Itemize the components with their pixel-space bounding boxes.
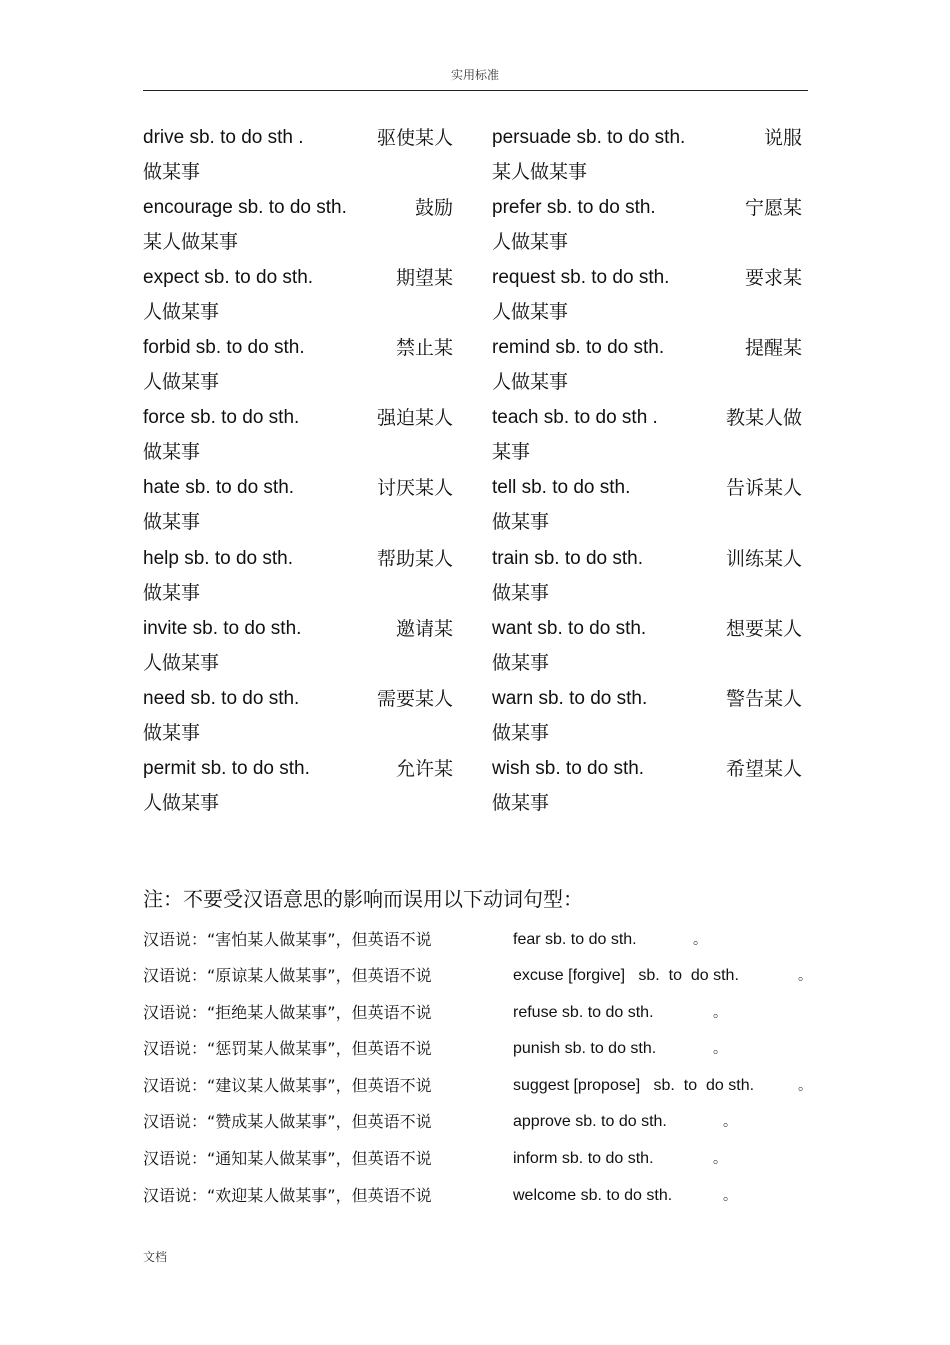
verb-phrase: warn sb. to do sth. — [492, 688, 648, 709]
verb-entry — [492, 752, 802, 820]
verb-meaning: 想要某人 — [725, 618, 802, 640]
verb-phrase: expect sb. to do sth. — [143, 267, 314, 288]
note-chinese: 汉语说：“赞成某人做某事”，但英语不说 — [143, 1112, 432, 1131]
note-english: suggest [propose] sb. to do sth. — [513, 1077, 755, 1094]
verb-entry — [143, 682, 453, 750]
verb-entry — [492, 542, 802, 610]
verb-phrase: permit sb. to do sth. — [143, 758, 310, 779]
verb-meaning-continued: 做某事 — [492, 582, 550, 604]
note-english: approve sb. to do sth. — [513, 1113, 667, 1130]
verb-meaning-continued: 做某事 — [143, 441, 201, 463]
verb-phrase: help sb. to do sth. — [143, 548, 293, 569]
page-header: 实用标准 — [450, 68, 499, 82]
verb-phrase: force sb. to do sth. — [143, 407, 300, 428]
verb-meaning-continued: 某人做某事 — [492, 161, 588, 183]
verb-meaning: 希望某人 — [725, 758, 802, 780]
note-row — [143, 1035, 813, 1063]
verb-phrase: request sb. to do sth. — [492, 267, 670, 288]
verb-meaning-continued: 做某事 — [143, 511, 201, 533]
note-row — [143, 1072, 813, 1100]
verb-phrase: encourage sb. to do sth. — [143, 197, 347, 218]
verb-meaning-continued: 做某事 — [492, 722, 550, 744]
verb-entry — [492, 191, 802, 259]
note-chinese: 汉语说：“建议某人做某事”，但英语不说 — [143, 1076, 432, 1095]
note-period: 。 — [693, 932, 707, 948]
verb-meaning-continued: 做某事 — [143, 161, 201, 183]
note-row — [143, 962, 813, 990]
note-period: 。 — [713, 1005, 727, 1021]
verb-phrase: drive sb. to do sth . — [143, 127, 304, 148]
verb-phrase: forbid sb. to do sth. — [143, 337, 305, 358]
note-period: 。 — [798, 1078, 812, 1094]
verb-meaning: 禁止某 — [395, 337, 453, 359]
verb-entry — [492, 682, 802, 750]
verb-entry — [492, 331, 802, 399]
page-footer: 文档 — [143, 1250, 168, 1264]
note-english: refuse sb. to do sth. — [513, 1004, 654, 1021]
verb-entry — [492, 261, 802, 329]
verb-entry — [492, 471, 802, 539]
verb-phrase: train sb. to do sth. — [492, 548, 644, 569]
verb-meaning-continued: 人做某事 — [143, 792, 220, 814]
verb-meaning: 邀请某 — [395, 618, 453, 640]
verb-meaning: 说服 — [763, 127, 802, 149]
verb-phrase: remind sb. to do sth. — [492, 337, 665, 358]
verb-meaning: 要求某 — [744, 267, 802, 289]
verb-meaning: 教某人做 — [725, 407, 802, 429]
verb-entry — [143, 612, 453, 680]
verb-entry — [143, 261, 453, 329]
verb-meaning: 允许某 — [395, 758, 453, 780]
note-row — [143, 999, 813, 1027]
verb-entry — [143, 471, 453, 539]
note-row — [143, 1108, 813, 1136]
verb-meaning-continued: 某人做某事 — [143, 231, 239, 253]
note-chinese: 汉语说：“害怕某人做某事”，但英语不说 — [143, 930, 432, 949]
verb-meaning: 帮助某人 — [376, 548, 453, 570]
note-title: 注：不要受汉语意思的影响而误用以下动词句型： — [143, 887, 583, 911]
note-english: welcome sb. to do sth. — [513, 1187, 673, 1204]
note-period: 。 — [723, 1114, 737, 1130]
note-row — [143, 1182, 813, 1210]
note-english: fear sb. to do sth. — [513, 931, 637, 948]
verb-meaning: 强迫某人 — [376, 407, 453, 429]
verb-meaning-continued: 做某事 — [492, 792, 550, 814]
verb-meaning-continued: 做某事 — [143, 722, 201, 744]
note-chinese: 汉语说：“拒绝某人做某事”，但英语不说 — [143, 1003, 432, 1022]
verb-meaning-continued: 做某事 — [492, 511, 550, 533]
verb-entry — [143, 752, 453, 820]
note-period: 。 — [723, 1188, 737, 1204]
verb-meaning-continued: 人做某事 — [492, 231, 569, 253]
note-period: 。 — [798, 968, 812, 984]
note-period: 。 — [713, 1151, 727, 1167]
note-chinese: 汉语说：“原谅某人做某事”，但英语不说 — [143, 966, 432, 985]
verb-meaning: 讨厌某人 — [376, 477, 453, 499]
verb-phrase: invite sb. to do sth. — [143, 618, 302, 639]
verb-entry — [143, 401, 453, 469]
verb-phrase: persuade sb. to do sth. — [492, 127, 686, 148]
verb-meaning: 需要某人 — [376, 688, 453, 710]
verb-entry — [143, 331, 453, 399]
verb-meaning: 告诉某人 — [725, 477, 802, 499]
verb-meaning: 提醒某 — [744, 337, 802, 359]
verb-meaning-continued: 人做某事 — [143, 652, 220, 674]
verb-meaning-continued: 人做某事 — [492, 301, 569, 323]
verb-meaning-continued: 人做某事 — [492, 371, 569, 393]
verb-meaning: 警告某人 — [725, 688, 802, 710]
verb-phrase: teach sb. to do sth . — [492, 407, 658, 428]
note-chinese: 汉语说：“惩罚某人做某事”，但英语不说 — [143, 1039, 432, 1058]
note-english: punish sb. to do sth. — [513, 1040, 657, 1057]
verb-meaning-continued: 人做某事 — [143, 371, 220, 393]
verb-entry — [143, 121, 453, 189]
verb-meaning: 训练某人 — [725, 548, 802, 570]
verb-entry — [492, 612, 802, 680]
verb-meaning: 鼓励 — [414, 197, 453, 219]
verb-phrase: tell sb. to do sth. — [492, 477, 631, 498]
verb-entry — [143, 191, 453, 259]
note-english: inform sb. to do sth. — [513, 1150, 654, 1167]
header-divider — [143, 90, 808, 91]
verb-phrase: prefer sb. to do sth. — [492, 197, 656, 218]
verb-phrase: wish sb. to do sth. — [492, 758, 645, 779]
verb-phrase: hate sb. to do sth. — [143, 477, 295, 498]
verb-entry — [492, 121, 802, 189]
verb-entry — [143, 542, 453, 610]
verb-meaning: 期望某 — [395, 267, 453, 289]
verb-phrase: need sb. to do sth. — [143, 688, 300, 709]
verb-phrase: want sb. to do sth. — [492, 618, 647, 639]
note-period: 。 — [713, 1041, 727, 1057]
verb-meaning-continued: 做某事 — [143, 582, 201, 604]
verb-meaning-continued: 做某事 — [492, 652, 550, 674]
note-english: excuse [forgive] sb. to do sth. — [513, 967, 739, 984]
verb-meaning: 驱使某人 — [376, 127, 453, 149]
note-row — [143, 1145, 813, 1173]
note-chinese: 汉语说：“通知某人做某事”，但英语不说 — [143, 1149, 432, 1168]
note-row — [143, 926, 813, 954]
verb-meaning-continued: 人做某事 — [143, 301, 220, 323]
verb-entry — [492, 401, 802, 469]
verb-meaning: 宁愿某 — [744, 197, 802, 219]
verb-meaning-continued: 某事 — [492, 441, 531, 463]
note-chinese: 汉语说：“欢迎某人做某事”，但英语不说 — [143, 1186, 432, 1205]
